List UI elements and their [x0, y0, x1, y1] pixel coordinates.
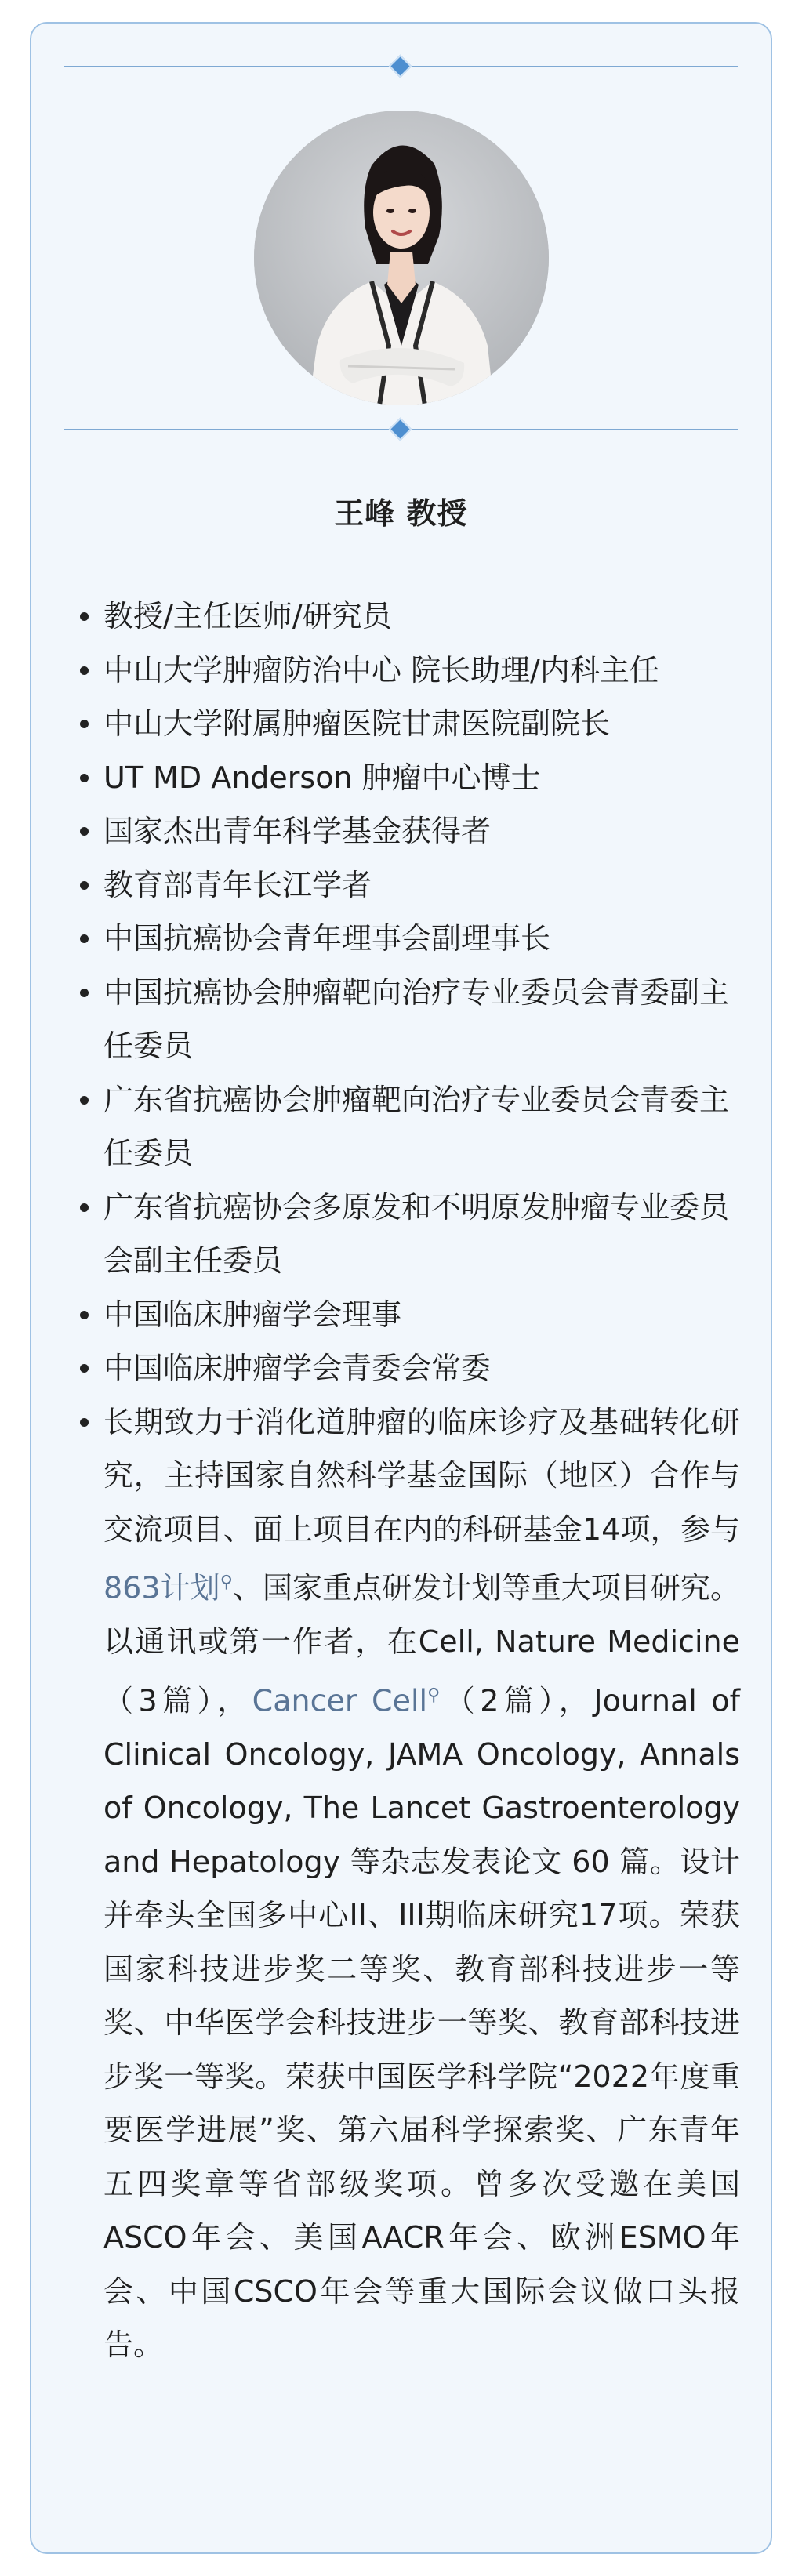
bio-item: UT MD Anderson 肿瘤中心博士 — [103, 751, 740, 805]
research-text: 长期致力于消化道肿瘤的临床诊疗及基础转化研究，主持国家自然科学基金国际（地区）合作与交流项目、面上项目在内的科研基金14项，参与 — [103, 1404, 740, 1547]
bio-list — [103, 590, 740, 2372]
link-cancer-cell[interactable]: Cancer Cell — [252, 1683, 428, 1718]
middle-divider — [64, 418, 738, 441]
top-divider — [64, 55, 738, 78]
portrait-photo — [254, 111, 549, 405]
bio-item: 中国临床肿瘤学会理事 — [103, 1288, 740, 1342]
portrait-illustration — [254, 111, 549, 405]
bio-item: 中国抗癌协会肿瘤靶向治疗专业委员会青委副主任委员 — [103, 966, 740, 1073]
bio-item: 中国抗癌协会青年理事会副理事长 — [103, 912, 740, 966]
search-icon[interactable]: ⚲ — [427, 1685, 441, 1705]
profile-name: 王峰 教授 — [334, 496, 468, 531]
research-summary — [103, 1395, 740, 2372]
link-863-plan[interactable]: 863计划 — [103, 1570, 220, 1605]
search-icon[interactable]: ⚲ — [220, 1573, 233, 1592]
bio-item: 中国临床肿瘤学会青委会常委 — [103, 1341, 740, 1395]
research-text: （2篇），Journal of Clinical Oncology, JAMA Oncology, Annals of Oncology, The Lancet Gastroenterology and Hepatology 等杂志发表论文 60 篇。设计并牵头全国多中心II、III期临床研究17项。荣获国家科技进步奖二等奖、教育部科技进步一等奖、中华医学会科技进步一等奖、教育部科技进步奖一等奖。荣获中国医学科学院“2022年度重要医学进展”奖、第六届科学探索奖、广东青年五四奖章等省部级奖项。曾多次受邀在美国ASCO年会、美国AACR年会、欧洲ESMO年会、中国CSCO年会等重大国际会议做口头报告。 — [103, 1683, 740, 2363]
bio-item: 广东省抗癌协会肿瘤靶向治疗专业委员会青委主任委员 — [103, 1073, 740, 1181]
research-text: 、国家重点研发计划等重大项目研究。以通讯或第一作者，在Cell, Nature Medicine（3篇）， — [103, 1570, 740, 1718]
bio-item: 教授/主任医师/研究员 — [103, 590, 740, 644]
bio-item: 教育部青年长江学者 — [103, 858, 740, 912]
diamond-icon — [389, 55, 412, 78]
bio-item: 中山大学肿瘤防治中心 院长助理/内科主任 — [103, 644, 740, 698]
bio-item: 国家杰出青年科学基金获得者 — [103, 804, 740, 858]
bio-item: 广东省抗癌协会多原发和不明原发肿瘤专业委员会副主任委员 — [103, 1181, 740, 1288]
diamond-icon — [389, 418, 412, 441]
bio-item: 中山大学附属肿瘤医院甘肃医院副院长 — [103, 697, 740, 751]
